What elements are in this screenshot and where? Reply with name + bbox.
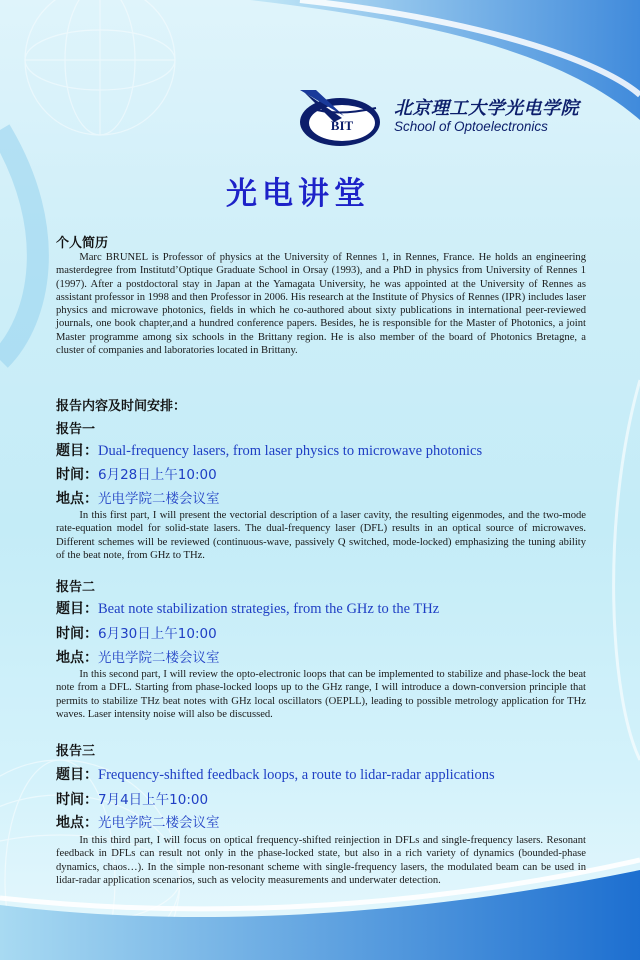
school-logo [298,88,588,148]
time-label: 时间： [56,792,98,808]
talk-2-topic: Beat note stabilization strategies, from the GHz to the THz [98,601,440,617]
school-name-chinese: 北京理工大学光电学院 [394,98,579,119]
talk-3-topic-row [56,764,495,784]
talk-3-time-row [56,788,208,809]
talk-1-topic: Dual-frequency lasers, from laser physics to microwave photonics [98,443,483,459]
place-label: 地点： [56,815,98,831]
talk-2-time-row [56,622,217,643]
talk-1-abstract: In this first part, I will present the vectorial description of a laser cavity, the resulting eigenmodes, and the two-mode rate-equation model for solid-state lasers. The dual-frequency laser (DFL) results in an optical source of microwaves. Different schemes will be reviewed (continuous-wave, passively Q switched, mode-locked) emphasizing the tuning ability of the beat note, from GHz to THz. [56,510,586,561]
bio-heading: 个人简历 [56,236,109,251]
talk-2-place-row [56,646,220,667]
talk-2-topic-row [56,598,439,618]
talk-2-name: 报告二 [56,580,96,595]
bio-text: Marc BRUNEL is Professor of physics at the University of Rennes 1, in Rennes, France. He holds an engineering masterdegree from Institutd’Optique Graduate School in Orsay (1993), and a PhD in physics from University of Rennes 1 (1997). After a postdoctoral stay in Japan at the Yamagata University, he was appointed at the University of Rennes as assistant professor in 1998 and then Professor in 2006. His research at the Institute of Physics of Rennes (IPR) includes laser physics and microwave photonics, fields in which he co-authored about sixty publications in international peer-reviewed journals, one book chapter,and a hundred conference papers. Besides, he is responsible for the Master of Photonics, a joint Master programme among six schools in the Brittany region. He is also member of the board of Photonics Bretagne, a cluster of companies and laboratories located in Brittany. [56,252,586,357]
place-label: 地点： [56,491,98,507]
talk-1-name: 报告一 [56,422,96,437]
talk-1-topic-row [56,440,482,460]
topic-label: 题目： [56,601,98,617]
talk-3-topic: Frequency-shifted feedback loops, a route to lidar-radar applications [98,767,495,783]
talk-3-place-row [56,811,220,832]
time-label: 时间： [56,626,98,642]
schedule-heading: 报告内容及时间安排： [56,399,187,414]
bit-emblem-icon [298,88,382,148]
talk-1-place-row [56,487,220,508]
talk-2-place: 光电学院二楼会议室 [98,650,220,666]
talk-3-name: 报告三 [56,744,96,759]
poster-title: 光电讲堂 [226,176,370,212]
talk-3-place: 光电学院二楼会议室 [98,815,220,831]
talk-1-time-row [56,463,217,484]
school-name-english: School of Optoelectronics [394,119,548,134]
talk-3-time: 7月4日上午10:00 [98,792,209,808]
talk-2-time: 6月30日上午10:00 [98,626,217,642]
talk-2-abstract: In this second part, I will review the opto-electronic loops that can be implemented to stabilize and phase-lock the beat note from a DFL. Starting from phase-locked loops up to the GHz range, I will introduce a down-conversion principle that permits to stabilize THz beat notes with GHz local oscillators (OEPLL), leading to possible metrology application for THz waves. Laser intensity noise will also be discussed. [56,669,586,720]
talk-1-place: 光电学院二楼会议室 [98,491,220,507]
emblem-text: BIT [330,118,354,133]
topic-label: 题目： [56,767,98,783]
place-label: 地点： [56,650,98,666]
time-label: 时间： [56,467,98,483]
talk-1-time: 6月28日上午10:00 [98,467,217,483]
topic-label: 题目： [56,443,98,459]
talk-3-abstract: In this third part, I will focus on optical frequency-shifted reinjection in DFLs and single-frequency lasers. Resonant feedback in DFLs can result not only in the phase-locked state, but also in a rich variety of dynamics (bounded-phase dynamics, chaos…). In the simple non-resonant scheme with single-frequency lasers, the modulated beam can be used in lidar-radar application scenarios, such as velocity measurements and underwater detection. [56,835,586,886]
